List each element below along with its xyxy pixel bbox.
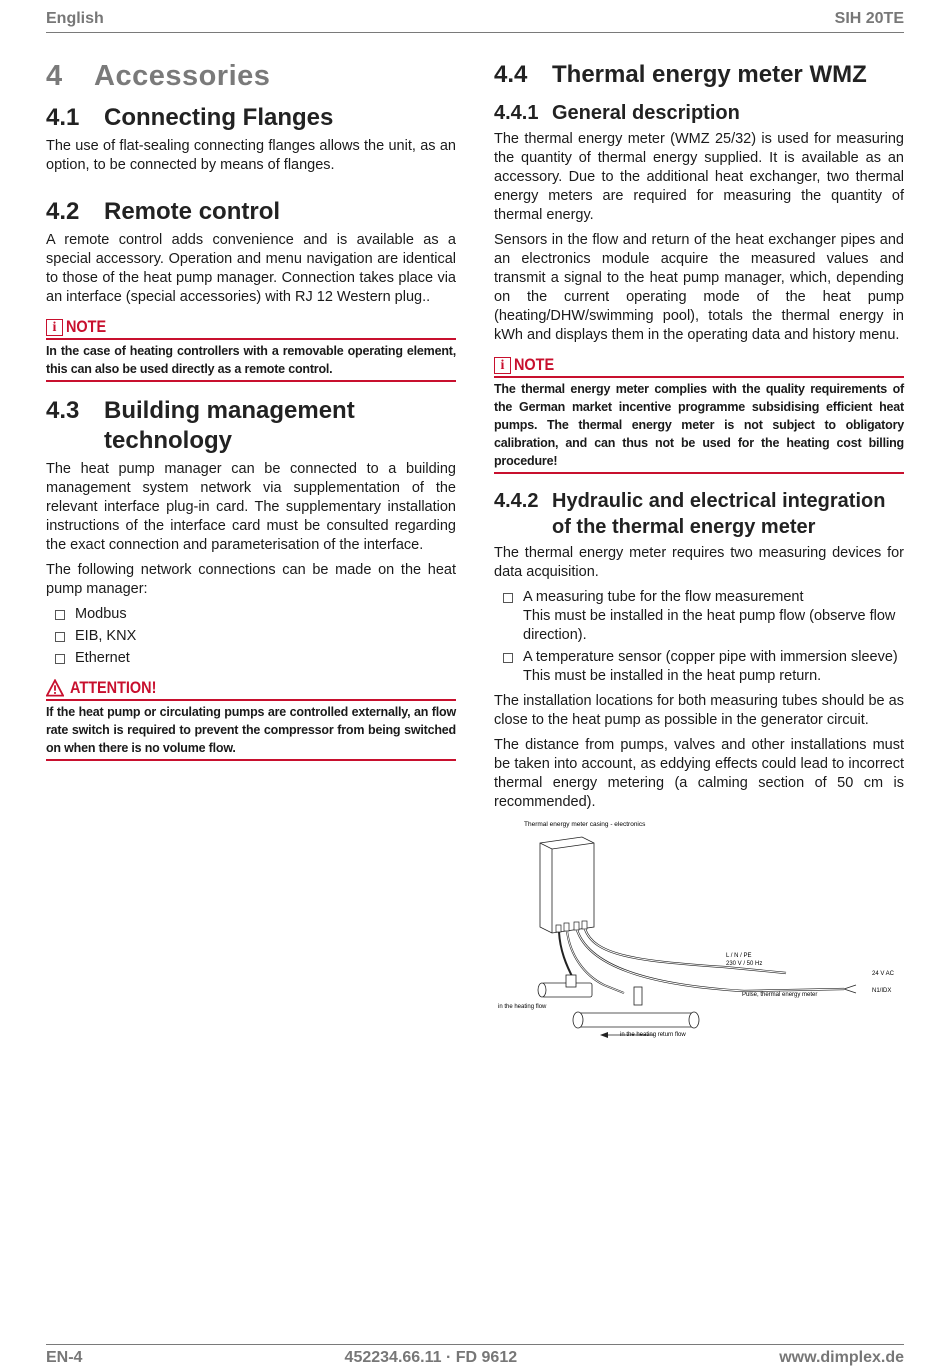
section-heading-4-4	[494, 60, 904, 90]
attention-box	[46, 678, 456, 761]
list-item: Ethernet	[46, 649, 456, 668]
note-box	[494, 355, 904, 474]
subsection-heading-4-4-2	[494, 488, 904, 540]
section-title	[104, 396, 355, 456]
section-title: Connecting Flanges	[104, 104, 334, 131]
pulse-cable	[577, 930, 844, 991]
paragraph: The thermal energy meter requires two measuring devices for data acquisition.	[494, 545, 904, 580]
paragraph: The thermal energy meter (WMZ 25/32) is used for measuring the quantity of thermal energy supplied. It is available as an accessory. Due to the additional heat exchanger, two thermal energy meters are required for measuring the quantity of thermal energy.	[494, 131, 904, 223]
header-model: SIH 20TE	[834, 10, 904, 27]
paragraph: A remote control adds convenience and is available as a special accessory. Operation and menu navigation are identical to those of the heat pump manager. Connection takes place via an interface (special accessories) with RJ 12 Western plug..	[46, 232, 456, 305]
section-title: Thermal energy meter WMZ	[552, 61, 867, 88]
section-number: 4.4.2	[494, 490, 539, 512]
page-footer	[46, 1344, 904, 1371]
list-item: EIB, KNX	[46, 627, 456, 646]
cable-gland	[574, 922, 579, 930]
left-column	[46, 60, 456, 775]
note-header	[46, 317, 456, 340]
pulse-label: Pulse, thermal energy meter	[742, 992, 818, 998]
chapter-heading	[46, 60, 456, 93]
paragraph: The use of flat-sealing connecting flanges allows the unit, as an option, to be connected by means of flanges.	[46, 138, 456, 173]
section-number: 4.1	[46, 104, 80, 131]
info-icon: i	[494, 357, 511, 374]
list-item-sub: This must be installed in the heat pump flow (observe flow direction).	[523, 608, 896, 643]
device-list	[494, 588, 904, 686]
cable-gland	[564, 923, 569, 931]
list-item	[494, 648, 904, 686]
section-title-line-1: Hydraulic and electrical integration	[552, 490, 886, 512]
section-title-line-2: of the thermal energy meter	[552, 516, 816, 538]
document-code: 452234.66.11 · FD 9612	[344, 1349, 518, 1366]
casing-label: Thermal energy meter casing - electronics	[524, 821, 646, 828]
page-header	[46, 6, 904, 33]
list-item-main: A measuring tube for the flow measurement	[523, 589, 804, 605]
chapter-number: 4	[46, 60, 63, 92]
section-title-line-1: Building management	[104, 397, 355, 424]
paragraph: The following network connections can be made on the heat pump manager:	[46, 562, 456, 597]
pulse-cable-inner	[577, 930, 844, 991]
list-item	[494, 588, 904, 645]
paragraph: The installation locations for both measuring tubes should be as close to the heat pump as possible in the generator circuit.	[494, 693, 904, 728]
attention-text: If the heat pump or circulating pumps are controlled externally, an flow rate switch is required to prevent the compressor from being switched on when there is no volume flow.	[46, 705, 456, 755]
section-title: General description	[552, 102, 740, 124]
cable-gland	[582, 921, 587, 929]
cable-end	[844, 985, 856, 993]
wmz-installation-diagram	[494, 815, 904, 1045]
info-icon: i	[46, 319, 63, 336]
paragraph: Sensors in the flow and return of the heat exchanger pipes and an electronics module acquire the measured values and transmit a signal to the heat pump manager, which, depending on the current operating mode of the heat pump (heating/DHW/swimming pool), totals the thermal energy in kWh and displays them in the operating data and history menu.	[494, 232, 904, 343]
list-item-sub: This must be installed in the heat pump return.	[523, 668, 822, 684]
cable-gland	[556, 925, 561, 932]
paragraph: The heat pump manager can be connected to a building management system network via supplementation of the relevant interface plug-in card. The supplementary installation instructions of the interface card must be consulted regarding the exact connection and parameterisation of the interface.	[46, 461, 456, 553]
section-number: 4.4.1	[494, 102, 539, 124]
arrow-head	[600, 1032, 608, 1038]
return-label: in the heating return flow	[620, 1032, 686, 1038]
list-item: Modbus	[46, 605, 456, 624]
section-heading-4-2	[46, 197, 456, 227]
attention-label: ATTENTION!	[70, 678, 157, 697]
ac-label: 24 V AC	[872, 971, 895, 977]
list-item-main: A temperature sensor (copper pipe with immersion sleeve)	[523, 649, 898, 665]
website-link[interactable]: www.dimplex.de	[779, 1349, 904, 1366]
n1-label: N1/IDX	[872, 988, 892, 994]
note-text: The thermal energy meter complies with the quality requirements of the German market incentive programme subsidising efficient heat pumps. The thermal energy meter is not subject to obligatory calibration, and can thus not be used for the heating cost billing procedure!	[494, 382, 904, 468]
section-heading-4-3	[46, 396, 456, 456]
subsection-heading-4-4-1	[494, 100, 904, 126]
meter-casing	[540, 837, 594, 933]
page-number: EN-4	[46, 1349, 83, 1366]
section-number: 4.3	[46, 397, 80, 424]
note-text: In the case of heating controllers with a removable operating element, this can also be used directly as a remote control.	[46, 344, 456, 376]
right-column	[494, 60, 904, 818]
network-list	[46, 605, 456, 668]
note-box	[46, 317, 456, 382]
section-number: 4.4	[494, 61, 528, 88]
paragraph: The distance from pumps, valves and other installations must be taken into account, as eddying effects could lead to incorrect thermal energy metering (a calming section of 50 cm is recommended).	[494, 737, 904, 810]
warning-icon	[46, 679, 64, 697]
voltage-label: 230 V / 50 Hz	[726, 961, 763, 967]
attention-header	[46, 678, 456, 701]
flow-measuring-tube	[538, 975, 592, 997]
note-header	[494, 355, 904, 378]
lnpe-label: L / N / PE	[726, 953, 752, 959]
section-title: Remote control	[104, 198, 281, 225]
note-label: NOTE	[66, 317, 107, 336]
note-label: NOTE	[514, 355, 555, 374]
header-language: English	[46, 10, 104, 27]
section-title-line-2: technology	[104, 427, 233, 454]
section-number: 4.2	[46, 198, 80, 225]
section-heading-4-1	[46, 103, 456, 133]
chapter-title: Accessories	[94, 60, 271, 92]
flow-label: in the heating flow	[498, 1004, 547, 1010]
flow-cable	[559, 932, 574, 980]
section-title	[552, 488, 885, 540]
